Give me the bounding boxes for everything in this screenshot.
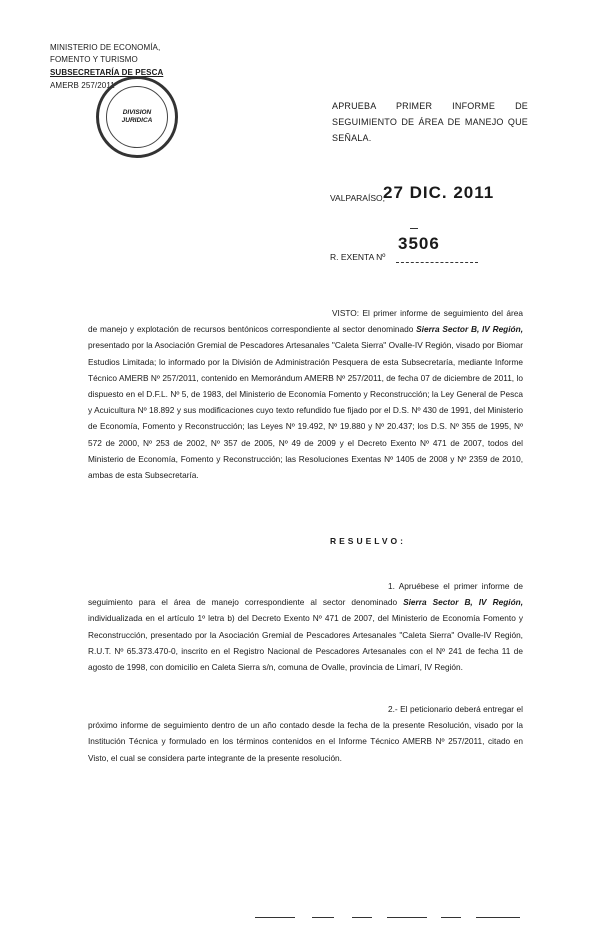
date-stamp: 27 DIC. 2011 [383, 183, 495, 202]
visto-sector-name: Sierra Sector B, IV Región, [416, 324, 523, 335]
item1-sector-name: Sierra Sector B, IV Región, [403, 597, 524, 608]
division-juridica-stamp [96, 76, 178, 158]
stamp-line-1: DIVISION [122, 109, 152, 116]
footer-line-2 [312, 917, 334, 918]
footer-line-3 [352, 917, 372, 918]
resolution-number: 3506 [398, 234, 440, 253]
footer-line-5 [441, 917, 461, 918]
resolution-mark [410, 228, 418, 229]
resolution-underline [396, 262, 478, 263]
footer-line-1 [255, 917, 295, 918]
item1-text-start: 1. Apruébese el primer informe de seguimiento para el área de manejo correspondiente al sector denominado [88, 581, 523, 608]
footer-line-4 [387, 917, 427, 918]
visto-paragraph [88, 305, 523, 483]
resolution-item-2: 2.- El peticionario deberá entregar el próximo informe de seguimiento dentro de un año contado desde la fecha de la presente Resolución, visado por la Institución Técnica y formulado en los términos contenidos en el Informe Técnico AMERB Nº 257/2011, citado en Visto, el cual se considera parte integrante de la presente resolución. [88, 704, 523, 763]
reference-code: AMERB 257/2011 [50, 81, 115, 90]
subsecretaria-label: SUBSECRETARÍA DE PESCA [50, 68, 164, 77]
resuelvo-heading: RESUELVO: [330, 536, 406, 546]
visto-text-rest: presentado por la Asociación Gremial de Pescadores Artesanales "Caleta Sierra" Ovalle-IV Región, visado por Biomar Estudios Limitada; lo informado por la División de Administración Pesquera de esta Subsecretaría, mediante Informe Técnico AMERB Nº 257/2011, contenido en Memorándum AMERB Nº 257/2011, de fecha 07 de diciembre de 2011, lo dispuesto en el D.F.L. Nº 5, de 1983, del Ministerio de Economía Fomento y Reconstrucción; la Ley General de Pesca y Acuicultura Nº 18.892 y sus modificaciones cuyo texto refundido fue fijado por el D.S. Nº 430 de 1991, del Ministerio de Economía, Fomento y Reconstrucción; las Leyes Nº 19.492, Nº 19.880 y Nº 20.437; los D.S. Nº 355 de 1995, Nº 572 de 2000, Nº 253 de 2002, Nº 357 de 2005, Nº 49 de 2009 y el Decreto Exento Nº 471 de 2007, todos del Ministerio de Economía, Fomento y Reconstrucción; las Resoluciones Exentas Nº 1405 de 2008 y Nº 2359 de 2010, ambas de esta Subsecretaría. [88, 340, 523, 481]
stamp-line-2: JURIDICA [121, 117, 153, 124]
footer-line-6 [476, 917, 520, 918]
place-label: VALPARAÍSO, [330, 193, 385, 203]
visto-text-start: VISTO: El primer informe de seguimiento del área de manejo y explotación de recursos bentónicos correspondiente al sector denominado [88, 308, 523, 335]
item1-text-rest: individualizada en el artículo 1º letra b) del Decreto Exento Nº 471 de 2007, del Ministerio de Economía Fomento y Reconstrucción, presentado por la Asociación Gremial de Pescadores Artesanales "Caleta Sierra" Ovalle-IV Región, R.U.T. Nº 65.373.470-0, inscrito en el Registro Nacional de Pescadores Artesanales con el Nº 241 de fecha 11 de agosto de 1998, con domicilio en Caleta Sierra s/n, comuna de Ovalle, provincia de Limarí, IV Región. [88, 613, 523, 673]
ministry-line-1: MINISTERIO DE ECONOMÍA, [50, 43, 161, 52]
document-subject: APRUEBA PRIMER INFORME DE SEGUIMIENTO DE ÁREA DE MANEJO QUE SEÑALA. [332, 101, 528, 143]
ministry-line-2: FOMENTO Y TURISMO [50, 55, 138, 64]
resolution-item-1 [88, 578, 523, 675]
resolution-label: R. EXENTA Nº [330, 252, 386, 262]
